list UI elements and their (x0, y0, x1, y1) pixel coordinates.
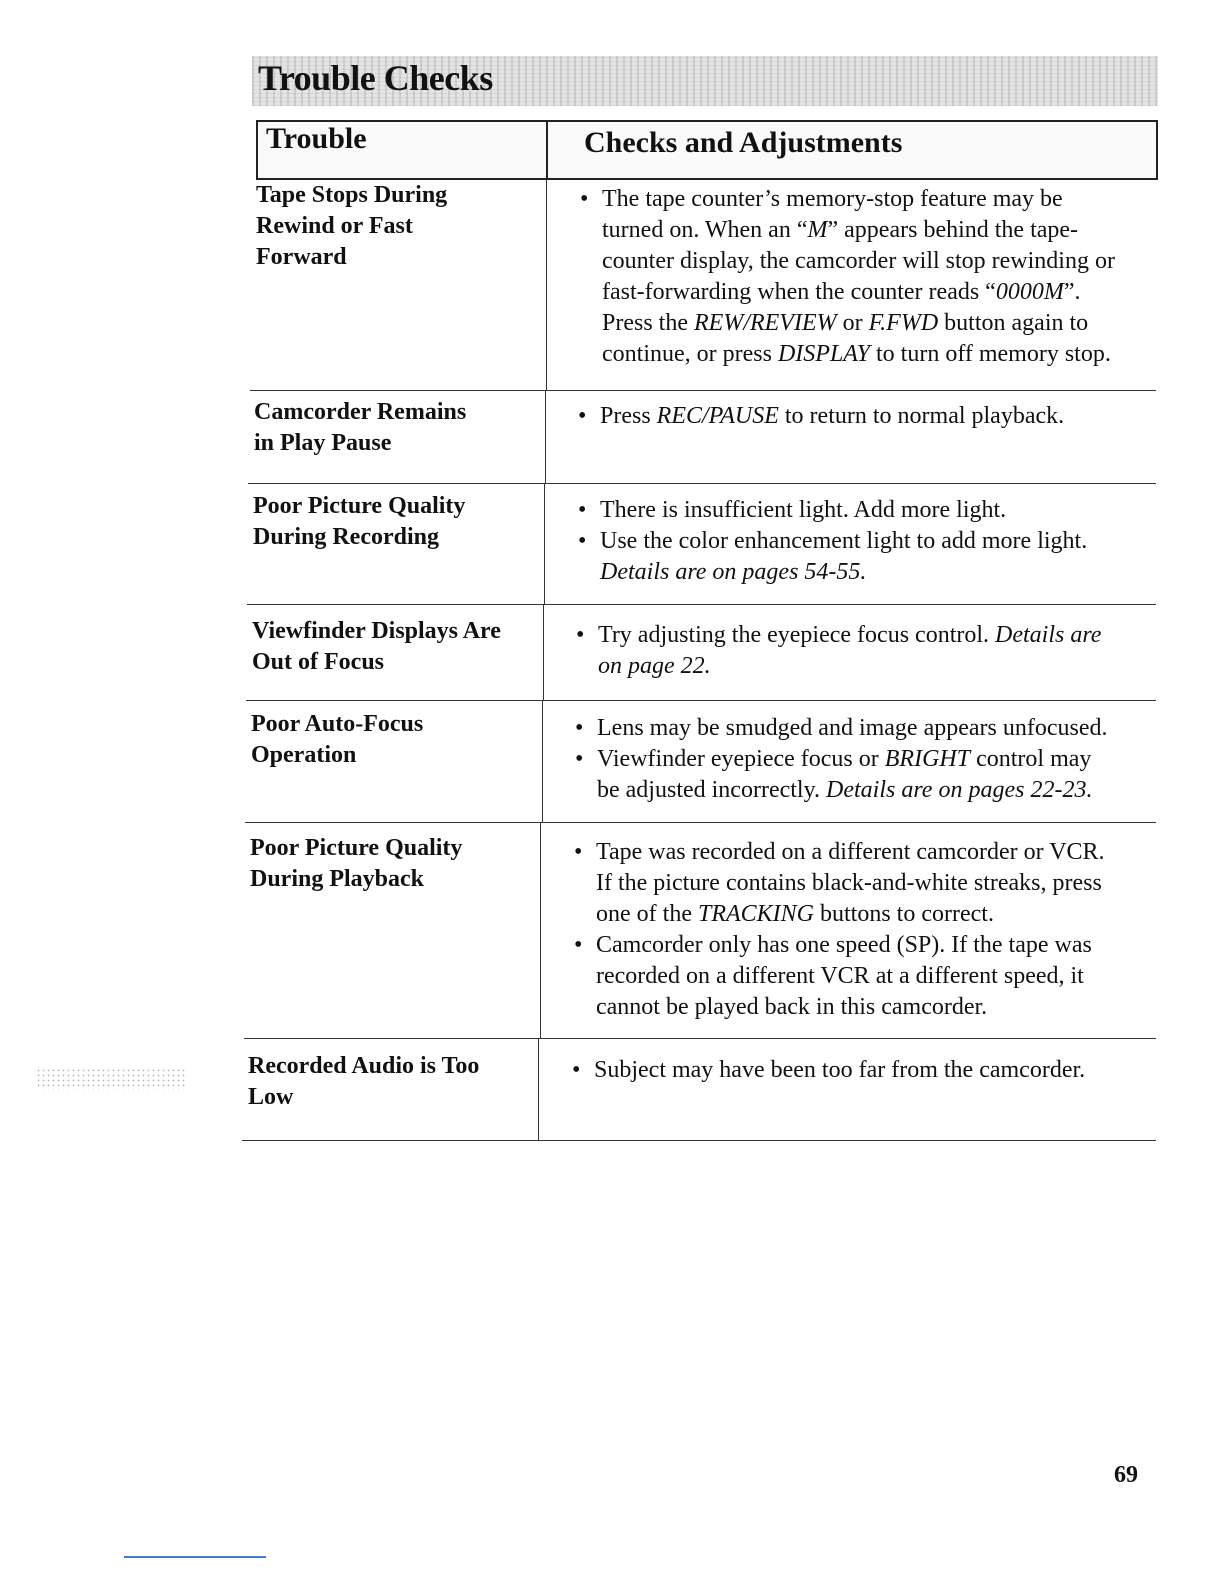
check-line: continue, or press DISPLAY to turn off memory stop. (602, 341, 1111, 367)
bullet-icon: • (578, 497, 587, 523)
check-line: on page 22. (598, 653, 711, 679)
trouble-cell (253, 491, 465, 553)
column-divider (538, 1038, 539, 1140)
check-item (578, 526, 1087, 588)
check-line: be adjusted incorrectly. Details are on pages 22-23. (597, 777, 1093, 803)
row-divider (248, 483, 1156, 484)
check-line: turned on. When an “M” appears behind the tape- (602, 217, 1079, 243)
trouble-cell (256, 180, 447, 273)
trouble-line: Forward (256, 244, 347, 270)
trouble-cell (254, 397, 466, 459)
column-divider (546, 180, 547, 390)
check-line: Lens may be smudged and image appears unfocused. (597, 715, 1108, 741)
trouble-line: Poor Auto-Focus (251, 711, 424, 737)
check-line: recorded on a different VCR at a different speed, it (596, 963, 1084, 989)
check-line: counter display, the camcorder will stop rewinding or (602, 248, 1115, 274)
trouble-line: Rewind or Fast (256, 213, 413, 239)
check-item (574, 930, 1105, 1023)
bottom-rule (124, 1556, 266, 1558)
trouble-line: Viewfinder Displays Are (252, 618, 501, 644)
trouble-line: Low (248, 1084, 294, 1110)
trouble-line: Operation (251, 742, 357, 768)
trouble-line: Poor Picture Quality (250, 835, 463, 861)
trouble-line: During Recording (253, 524, 439, 550)
check-line: Subject may have been too far from the camcorder. (594, 1057, 1086, 1083)
checks-cell (576, 620, 1101, 682)
check-item (575, 744, 1108, 806)
checks-cell (578, 495, 1087, 588)
check-line: one of the TRACKING buttons to correct. (596, 901, 994, 927)
check-line: cannot be played back in this camcorder. (596, 994, 988, 1020)
check-item (572, 1055, 1085, 1086)
bullet-icon: • (575, 715, 584, 741)
column-divider (544, 483, 545, 604)
check-item (578, 401, 1064, 432)
column-divider (542, 700, 543, 822)
header-checks: Checks and Adjustments (584, 126, 903, 159)
check-item (580, 184, 1115, 370)
trouble-line: Tape Stops During (256, 182, 448, 208)
check-line: Use the color enhancement light to add more light. (600, 528, 1088, 554)
bullet-icon: • (580, 186, 589, 212)
check-line: Press the REW/REVIEW or F.FWD button again to (602, 310, 1089, 336)
trouble-cell (252, 616, 501, 678)
header-divider (546, 120, 548, 180)
check-line: Tape was recorded on a different camcorder or VCR. (596, 839, 1105, 865)
checks-cell (578, 401, 1064, 432)
check-item (578, 495, 1087, 526)
header-trouble: Trouble (266, 122, 367, 155)
trouble-cell (248, 1051, 479, 1113)
bullet-icon: • (574, 932, 583, 958)
column-divider (543, 604, 544, 700)
trouble-line: Recorded Audio is Too (248, 1053, 480, 1079)
row-divider (244, 1038, 1156, 1039)
page-number: 69 (1114, 1462, 1138, 1488)
trouble-line: During Playback (250, 866, 425, 892)
check-line: There is insufficient light. Add more light. (600, 497, 1007, 523)
check-item (576, 620, 1101, 682)
check-line: fast-forwarding when the counter reads “0000M”. (602, 279, 1081, 305)
page-title: Trouble Checks (258, 58, 493, 98)
checks-cell (580, 184, 1115, 370)
row-divider (246, 700, 1156, 701)
bullet-icon: • (576, 622, 585, 648)
scan-speckle (36, 1068, 186, 1090)
trouble-cell (251, 709, 423, 771)
column-divider (545, 390, 546, 483)
bullet-icon: • (578, 528, 587, 554)
check-line: The tape counter’s memory-stop feature may be (602, 186, 1063, 212)
trouble-line: Out of Focus (252, 649, 384, 675)
row-divider (242, 1140, 1156, 1141)
trouble-line: Camcorder Remains (254, 399, 467, 425)
column-divider (540, 822, 541, 1038)
check-line: Press REC/PAUSE to return to normal playback. (600, 403, 1065, 429)
check-line: Try adjusting the eyepiece focus control. Details are (598, 622, 1102, 648)
row-divider (250, 390, 1156, 391)
bullet-icon: • (575, 746, 584, 772)
row-divider (245, 822, 1156, 823)
check-line: If the picture contains black-and-white streaks, press (596, 870, 1102, 896)
row-divider (247, 604, 1156, 605)
trouble-line: in Play Pause (254, 430, 392, 456)
checks-cell (572, 1055, 1085, 1086)
check-line: Details are on pages 54-55. (600, 559, 867, 585)
check-item (574, 837, 1105, 930)
bullet-icon: • (578, 403, 587, 429)
bullet-icon: • (574, 839, 583, 865)
checks-cell (575, 713, 1108, 806)
check-line: Camcorder only has one speed (SP). If the tape was (596, 932, 1092, 958)
checks-cell (574, 837, 1105, 1023)
bullet-icon: • (572, 1057, 581, 1083)
check-line: Viewfinder eyepiece focus or BRIGHT control may (597, 746, 1092, 772)
check-item (575, 713, 1108, 744)
trouble-line: Poor Picture Quality (253, 493, 466, 519)
trouble-cell (250, 833, 462, 895)
